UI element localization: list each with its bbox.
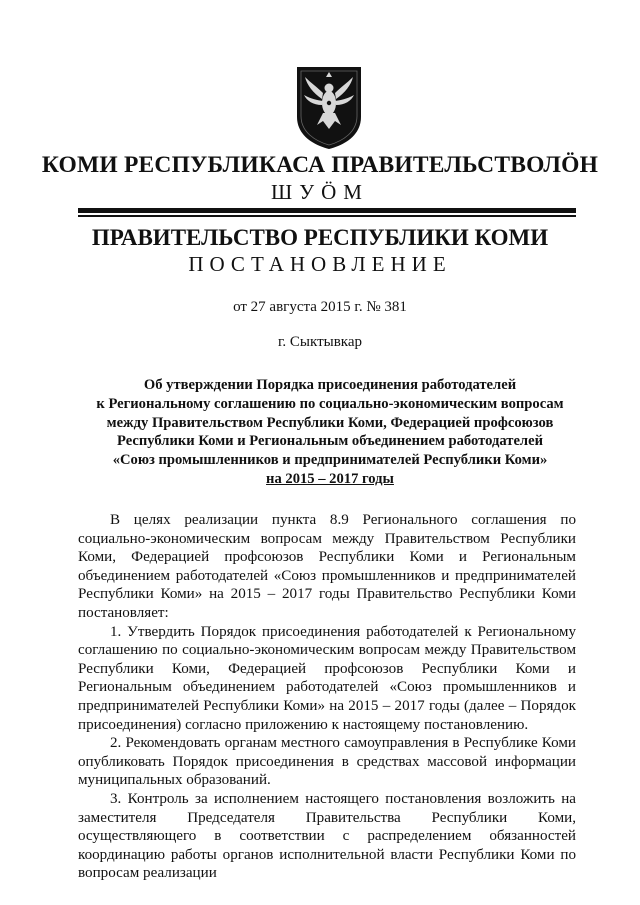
body-paragraph: 2. Рекомендовать органам местного самоуправления в Республике Коми опубликовать Порядок присоединения в средствах массовой информации муниципальных образований. [78, 735, 576, 789]
body-paragraph: 3. Контроль за исполнением настоящего постановления возложить на заместителя Председателя Правительства Республики Коми, осуществляющего в соответствии с распределением обязанностей координацию работы органов исполнительной власти Республики Коми по вопросам реализации [78, 790, 576, 882]
ru-org-title: ПРАВИТЕЛЬСТВО РЕСПУБЛИКИ КОМИ [91, 225, 549, 250]
coat-of-arms-icon [293, 63, 365, 151]
komi-doc-type: ШУÖМ [271, 180, 369, 204]
document-body [78, 511, 576, 883]
header-divider-thin [78, 215, 576, 217]
subject-line: Республики Коми и Региональным объединением работодателей [116, 433, 544, 450]
subject-line: к Региональному соглашению по социально-экономическим вопросам [96, 395, 564, 412]
document-subject [95, 376, 565, 489]
header-divider-thick [78, 208, 576, 213]
document-city: г. Сыктывкар [277, 334, 363, 350]
document-date-number: от 27 августа 2015 г. № 381 [233, 299, 407, 315]
ru-doc-type: ПОСТАНОВЛЕНИЕ [188, 252, 452, 276]
subject-line: Об утверждении Порядка присоединения работодателей [143, 377, 517, 393]
subject-line-underlined: на 2015 – 2017 годы [266, 470, 394, 487]
komi-org-title: КОМИ РЕСПУБЛИКАСА ПРАВИТЕЛЬСТВОЛÖН [41, 152, 599, 178]
subject-line: «Союз промышленников и предпринимателей Республики Коми» [112, 452, 548, 469]
subject-line: между Правительством Республики Коми, Федерацией профсоюзов [106, 414, 554, 431]
body-paragraph: 1. Утвердить Порядок присоединения работодателей к Региональному соглашению по социально-экономическим вопросам между Правительством Республики Коми, Федерацией профсоюзов Республики Коми и Региональным объединением работодателей «Союз промышленников и предпринимателей Республики Коми» на 2015 – 2017 годы (далее – Порядок присоединения) согласно приложению к настоящему постановлению. [78, 623, 576, 733]
body-paragraph: В целях реализации пункта 8.9 Регионального соглашения по социально-экономическим вопросам между Правительством Республики Коми, Федерацией профсоюзов Республики Коми и Региональным объединением работодателей «Союз промышленников и предпринимателей Республики Коми» на 2015 – 2017 годы Правительство Республики Коми постановляет: [78, 512, 576, 621]
